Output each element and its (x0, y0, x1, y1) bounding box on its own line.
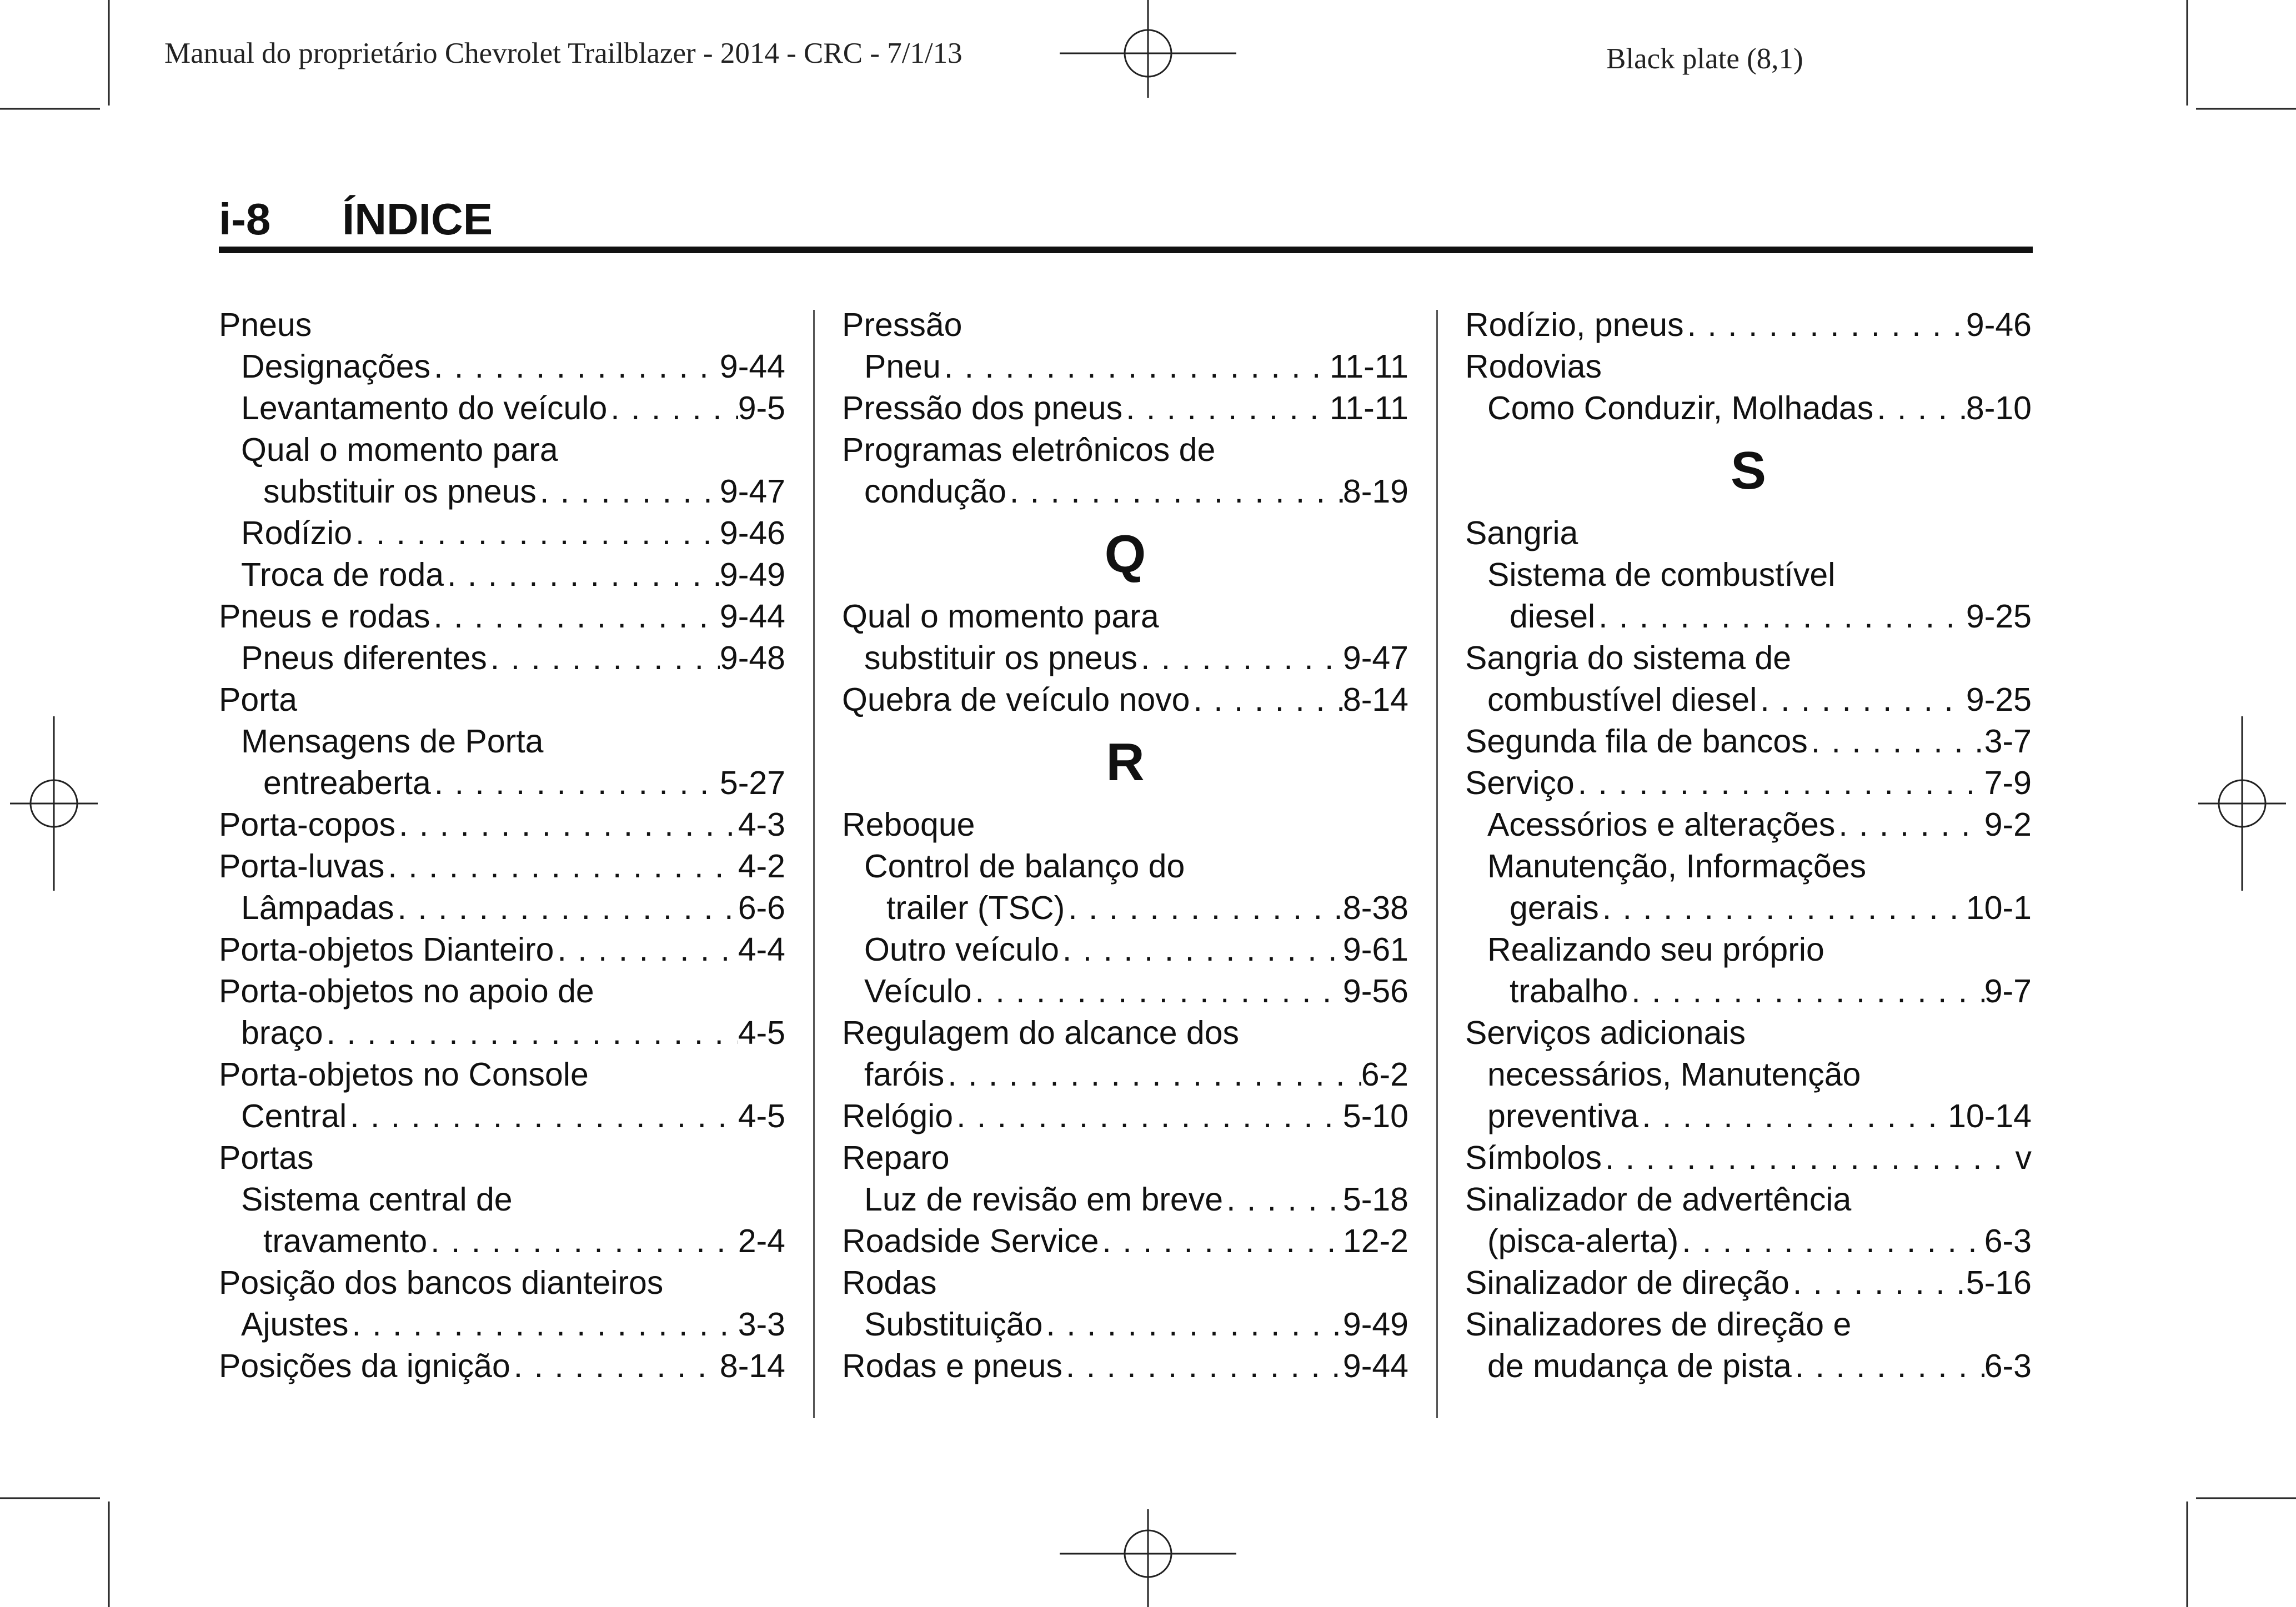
index-term: Rodízio, pneus (1465, 307, 1684, 343)
index-term: Designações (241, 348, 431, 385)
page-reference: 6-3 (1984, 1348, 2032, 1384)
page-reference: 3-3 (738, 1306, 785, 1343)
page-reference: 11-11 (1329, 390, 1408, 426)
dot-leader (348, 1304, 738, 1345)
index-term: combustível diesel (1487, 681, 1757, 718)
index-entry (1465, 1012, 2032, 1054)
index-entry (842, 1304, 1408, 1345)
dot-leader (487, 637, 720, 679)
dot-leader (347, 1096, 738, 1137)
index-entry (842, 346, 1408, 388)
index-entry (1465, 762, 2032, 804)
index-term: Luz de revisão em breve (864, 1181, 1224, 1218)
page-reference: 3-7 (1984, 723, 2032, 760)
index-entry (219, 1012, 785, 1054)
index-term: Segunda fila de bancos (1465, 723, 1808, 760)
index-term: Pressão (842, 307, 962, 343)
index-term: travamento (263, 1223, 428, 1259)
index-entry (219, 846, 785, 887)
index-term: condução (864, 473, 1006, 510)
index-term: Serviço (1465, 765, 1575, 801)
index-term: Rodas e pneus (842, 1348, 1062, 1384)
page-reference: 10-1 (1966, 890, 2032, 926)
index-term: substituir os pneus (864, 640, 1137, 676)
section-letter: R (1106, 732, 1145, 792)
dot-leader (1638, 1096, 1948, 1137)
index-entry (219, 346, 785, 388)
index-entry (842, 471, 1408, 513)
title-rule (219, 247, 2033, 253)
index-term: Ajustes (241, 1306, 349, 1343)
index-term: Sistema central de (241, 1181, 513, 1218)
print-header-right: Black plate (8,1) (1606, 43, 1803, 75)
dot-leader (972, 971, 1343, 1012)
index-term: Sangria do sistema de (1465, 640, 1792, 676)
index-entry (219, 429, 785, 471)
dot-leader (323, 1012, 738, 1054)
index-term: Levantamento do veículo (241, 390, 608, 426)
index-term: Relógio (842, 1098, 954, 1134)
index-entry (1465, 1262, 2032, 1304)
page-reference: 8-38 (1342, 890, 1408, 926)
dot-leader (1757, 679, 1966, 721)
dot-leader (1684, 304, 1966, 346)
page-reference: 9-46 (1966, 307, 2032, 343)
index-entry (1465, 513, 2032, 554)
index-entry (1465, 887, 2032, 929)
index-entry (1465, 388, 2032, 429)
index-term: trailer (TSC) (886, 890, 1065, 926)
index-term: Sistema de combustível (1487, 556, 1836, 593)
dot-leader (1137, 637, 1343, 679)
index-term: substituir os pneus (263, 473, 537, 510)
index-entry (219, 1221, 785, 1262)
dot-leader (1099, 1221, 1342, 1262)
index-entry (842, 679, 1408, 721)
index-entry (842, 1179, 1408, 1221)
index-entry (1465, 929, 2032, 971)
index-entry (219, 1304, 785, 1345)
index-entry (842, 1012, 1408, 1054)
dot-leader (1792, 1345, 1984, 1387)
index-term: preventiva (1487, 1098, 1639, 1134)
page-reference: 2-4 (738, 1223, 785, 1259)
page-reference: 9-47 (719, 473, 785, 510)
page-reference: 9-25 (1966, 598, 2032, 635)
index-entry (842, 304, 1408, 346)
page-reference: 9-56 (1342, 973, 1408, 1010)
page-reference: 9-25 (1966, 681, 2032, 718)
dot-leader (1789, 1262, 1966, 1304)
index-entry (219, 637, 785, 679)
dot-leader (431, 762, 720, 804)
page-reference: 5-27 (719, 765, 785, 801)
page-reference: 9-44 (719, 598, 785, 635)
page-reference: 12-2 (1342, 1223, 1408, 1259)
page-reference: v (2015, 1139, 2032, 1176)
page-reference: 9-49 (719, 556, 785, 593)
dot-leader (430, 346, 720, 388)
index-term: Pressão dos pneus (842, 390, 1123, 426)
index-entry (219, 596, 785, 637)
index-column-1 (219, 304, 785, 1387)
index-term: Porta-objetos no Console (219, 1056, 589, 1093)
page-reference: 9-44 (719, 348, 785, 385)
page-reference: 6-6 (738, 890, 785, 926)
index-entry (219, 971, 785, 1012)
index-entry (842, 1221, 1408, 1262)
index-entry (219, 679, 785, 721)
section-letter: Q (1104, 524, 1146, 584)
index-term: Sinalizador de direção (1465, 1264, 1789, 1301)
index-entry (219, 1137, 785, 1179)
index-entry (842, 429, 1408, 471)
page-reference: 8-10 (1966, 390, 2032, 426)
dot-leader (1575, 762, 1984, 804)
dot-leader (1595, 596, 1966, 637)
dot-leader (1628, 971, 1984, 1012)
index-term: Pneu (864, 348, 941, 385)
index-term: Substituição (864, 1306, 1043, 1343)
dot-leader (1122, 388, 1330, 429)
page-reference: 4-5 (738, 1098, 785, 1134)
index-entry (219, 929, 785, 971)
dot-leader (1190, 679, 1342, 721)
index-term: Rodovias (1465, 348, 1602, 385)
index-term: Porta-objetos no apoio de (219, 973, 594, 1010)
index-term: braço (241, 1015, 323, 1051)
dot-leader (1835, 804, 1984, 846)
page-reference: 4-4 (738, 931, 785, 968)
index-term: Realizando seu próprio (1487, 931, 1824, 968)
index-entry (1465, 971, 2032, 1012)
index-entry (1465, 1221, 2032, 1262)
dot-leader (384, 846, 738, 887)
index-term: Manutenção, Informações (1487, 848, 1867, 885)
dot-leader (1602, 1137, 2016, 1179)
index-term: Central (241, 1098, 347, 1134)
page-reference: 9-61 (1342, 931, 1408, 968)
index-term: Posição dos bancos dianteiros (219, 1264, 664, 1301)
page-reference: 9-44 (1342, 1348, 1408, 1384)
index-entry (219, 388, 785, 429)
index-term: Regulagem do alcance dos (842, 1015, 1240, 1051)
dot-leader (1059, 929, 1343, 971)
index-term: Troca de roda (241, 556, 444, 593)
index-entry (219, 762, 785, 804)
dot-leader (444, 554, 720, 596)
dot-leader (1873, 388, 1966, 429)
index-term: Posições da ignição (219, 1348, 510, 1384)
page-reference: 5-16 (1966, 1264, 2032, 1301)
index-term: entreaberta (263, 765, 431, 801)
index-entry (842, 929, 1408, 971)
index-entry (219, 1096, 785, 1137)
index-term: Pneus e rodas (219, 598, 430, 635)
index-entry (1465, 1304, 2032, 1345)
index-term: gerais (1510, 890, 1599, 926)
dot-leader (395, 804, 738, 846)
page-reference: 5-10 (1342, 1098, 1408, 1134)
dot-leader (1006, 471, 1343, 513)
index-entry (1465, 721, 2032, 762)
index-column-3 (1465, 304, 2032, 1387)
index-term: Roadside Service (842, 1223, 1099, 1259)
dot-leader (1599, 887, 1966, 929)
index-term: Veículo (864, 973, 972, 1010)
index-entry (842, 1096, 1408, 1137)
index-entry (842, 596, 1408, 637)
page-reference: 6-2 (1361, 1056, 1408, 1093)
index-entry (1465, 679, 2032, 721)
index-term: Porta-luvas (219, 848, 385, 885)
page-reference: 5-18 (1342, 1181, 1408, 1218)
dot-leader (1065, 887, 1343, 929)
index-entry (219, 471, 785, 513)
index-entry (219, 1345, 785, 1387)
dot-leader (1042, 1304, 1342, 1345)
index-entry (219, 887, 785, 929)
index-entry (219, 513, 785, 554)
column-divider (1436, 310, 1438, 1418)
index-term: Rodízio (241, 515, 353, 551)
index-term: Control de balanço do (864, 848, 1185, 885)
index-term: Porta-objetos Dianteiro (219, 931, 554, 968)
dot-leader (510, 1345, 720, 1387)
page-reference: 8-14 (1342, 681, 1408, 718)
page-reference: 4-3 (738, 806, 785, 843)
index-term: Lâmpadas (241, 890, 394, 926)
print-header-left: Manual do proprietário Chevrolet Trailblazer - 2014 - CRC - 7/1/13 (164, 37, 962, 69)
index-term: Símbolos (1465, 1139, 1602, 1176)
index-entry (219, 554, 785, 596)
index-entry (1465, 304, 2032, 346)
index-entry (1465, 804, 2032, 846)
index-term: Qual o momento para (842, 598, 1159, 635)
dot-leader (1223, 1179, 1343, 1221)
index-term: Programas eletrônicos de (842, 431, 1216, 468)
index-term: necessários, Manutenção (1487, 1056, 1861, 1093)
index-entry (1465, 1096, 2032, 1137)
dot-leader (537, 471, 720, 513)
index-entry (1465, 1137, 2032, 1179)
page-reference: 9-47 (1342, 640, 1408, 676)
page-reference: 9-49 (1342, 1306, 1408, 1343)
index-entry (1465, 637, 2032, 679)
dot-leader (941, 346, 1330, 388)
dot-leader (430, 596, 719, 637)
index-term: Serviços adicionais (1465, 1015, 1746, 1051)
dot-leader (607, 388, 738, 429)
page-reference: 8-19 (1342, 473, 1408, 510)
index-entry (842, 388, 1408, 429)
index-term: Sinalizador de advertência (1465, 1181, 1852, 1218)
index-term: Outro veículo (864, 931, 1059, 968)
dot-leader (554, 929, 738, 971)
index-term: Sinalizadores de direção e (1465, 1306, 1852, 1343)
index-column-2 (842, 304, 1408, 1387)
page-title: ÍNDICE (342, 194, 493, 244)
index-term: Porta (219, 681, 298, 718)
index-entry (1465, 1345, 2032, 1387)
page-reference: 11-11 (1329, 348, 1408, 385)
index-entry (219, 1054, 785, 1096)
index-entry (219, 1262, 785, 1304)
index-entry (1465, 554, 2032, 596)
index-term: Porta-copos (219, 806, 396, 843)
index-term: trabalho (1510, 973, 1628, 1010)
page-reference: 8-14 (719, 1348, 785, 1384)
index-term: faróis (864, 1056, 945, 1093)
index-term: Reparo (842, 1139, 950, 1176)
index-term: diesel (1510, 598, 1596, 635)
section-letter: S (1730, 441, 1767, 500)
index-entry (842, 887, 1408, 929)
index-entry (1465, 596, 2032, 637)
page-reference: 9-48 (719, 640, 785, 676)
index-entry (219, 1179, 785, 1221)
dot-leader (1062, 1345, 1343, 1387)
index-term: Sangria (1465, 515, 1578, 551)
index-entry (842, 846, 1408, 887)
index-entry (1465, 846, 2032, 887)
page-reference: 7-9 (1984, 765, 2032, 801)
index-term: Pneus (219, 307, 312, 343)
index-entry (1465, 1054, 2032, 1096)
page-heading (219, 189, 2033, 250)
page-reference: 9-7 (1984, 973, 2032, 1010)
dot-leader (352, 513, 720, 554)
dot-leader (1808, 721, 1984, 762)
index-entry (219, 721, 785, 762)
page-reference: 9-5 (738, 390, 785, 426)
dot-leader (427, 1221, 738, 1262)
dot-leader (1678, 1221, 1984, 1262)
index-term: Rodas (842, 1264, 937, 1301)
dot-leader (944, 1054, 1361, 1096)
index-entry (842, 1262, 1408, 1304)
index-entry (219, 804, 785, 846)
page-reference: 9-46 (719, 515, 785, 551)
page-reference: 6-3 (1984, 1223, 2032, 1259)
index-term: de mudança de pista (1487, 1348, 1792, 1384)
index-entry (842, 637, 1408, 679)
index-term: Pneus diferentes (241, 640, 487, 676)
index-entry (219, 304, 785, 346)
column-divider (813, 310, 815, 1418)
index-term: Acessórios e alterações (1487, 806, 1836, 843)
index-entry (842, 1345, 1408, 1387)
index-entry (842, 1137, 1408, 1179)
index-entry (842, 804, 1408, 846)
page-reference: 9-2 (1984, 806, 2032, 843)
index-entry (842, 971, 1408, 1012)
index-term: Reboque (842, 806, 975, 843)
index-entry (842, 1054, 1408, 1096)
index-term: (pisca-alerta) (1487, 1223, 1679, 1259)
index-term: Qual o momento para (241, 431, 558, 468)
page-reference: 10-14 (1948, 1098, 2032, 1134)
dot-leader (394, 887, 738, 929)
index-term: Portas (219, 1139, 314, 1176)
page-reference: 4-2 (738, 848, 785, 885)
index-entry (1465, 346, 2032, 388)
index-term: Como Conduzir, Molhadas (1487, 390, 1874, 426)
index-entry (1465, 1179, 2032, 1221)
page-reference: 4-5 (738, 1015, 785, 1051)
page-number: i-8 (219, 194, 271, 244)
dot-leader (953, 1096, 1343, 1137)
index-term: Quebra de veículo novo (842, 681, 1190, 718)
index-term: Mensagens de Porta (241, 723, 544, 760)
